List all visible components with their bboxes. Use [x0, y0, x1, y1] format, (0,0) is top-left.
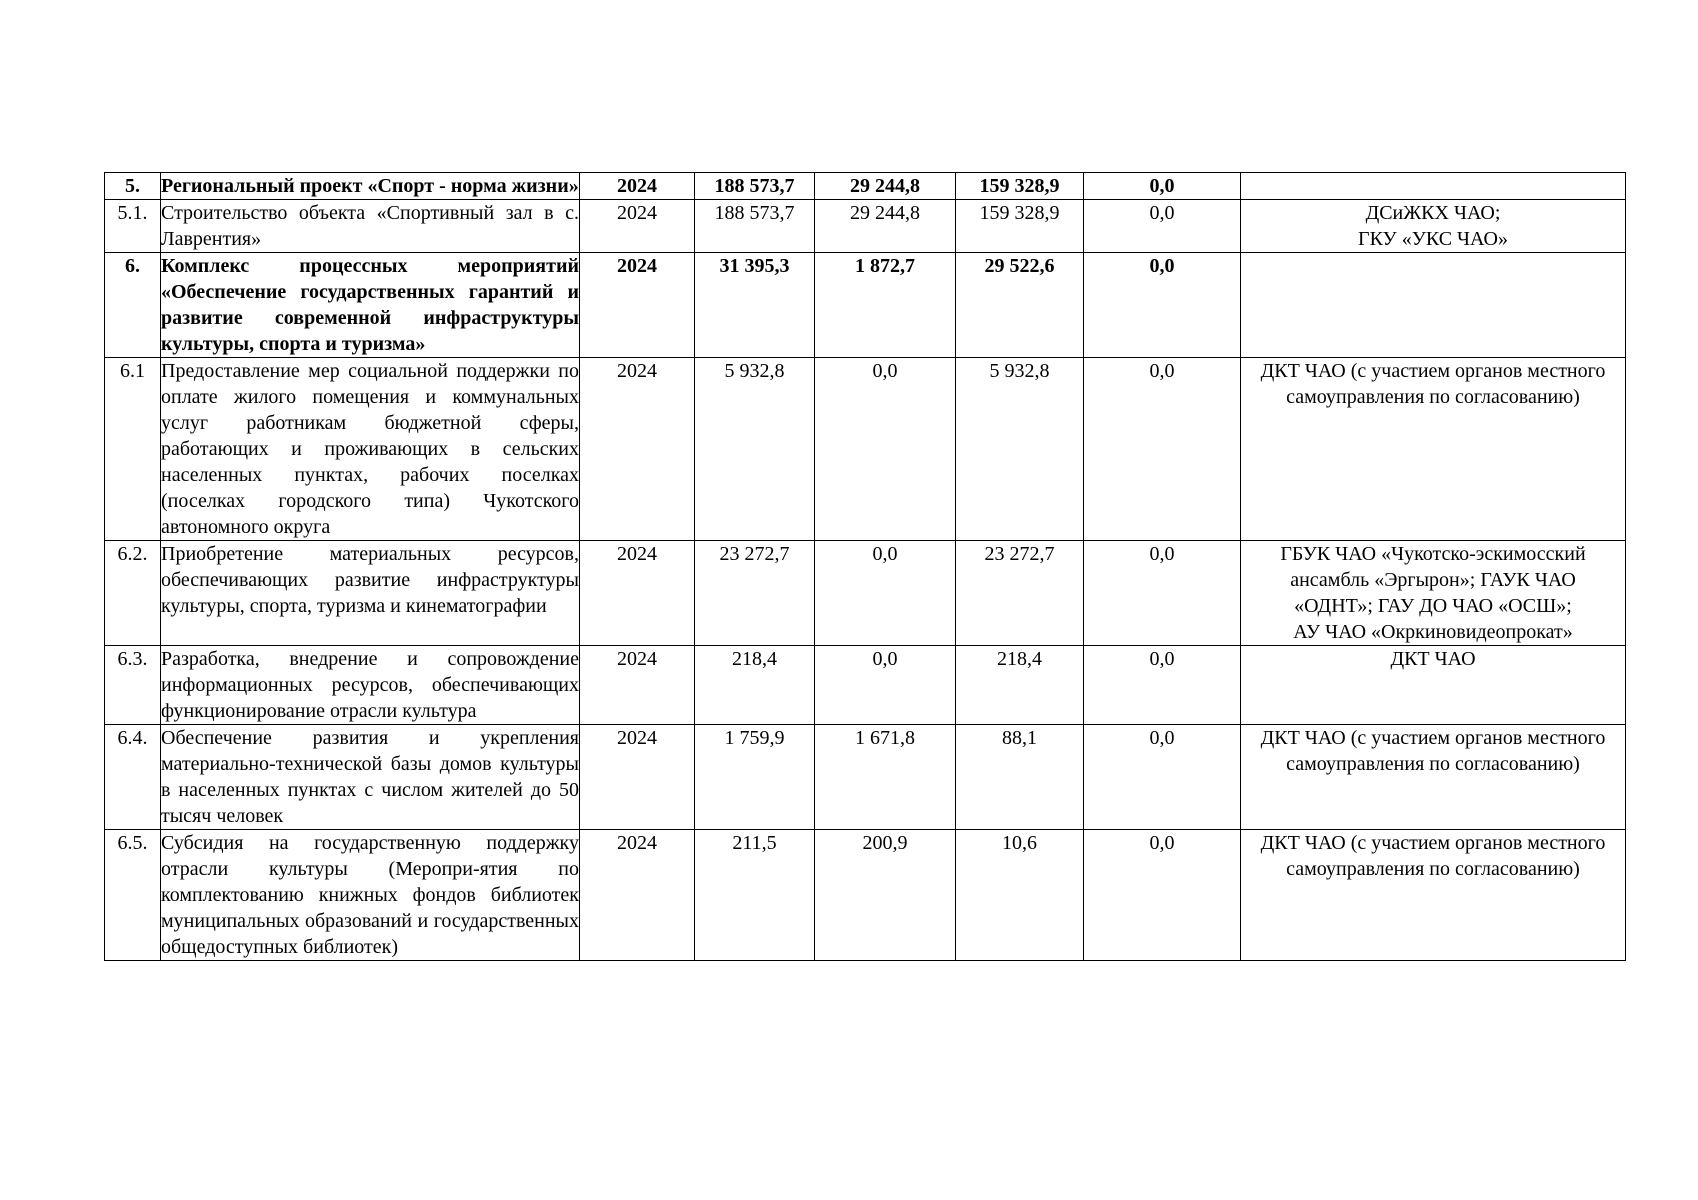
table-row	[105, 358, 1626, 541]
row-federal-budget: 0,0	[815, 358, 956, 541]
executor-line: ГКУ «УКС ЧАО»	[1358, 228, 1508, 250]
executor-line: ДКТ ЧАО (с участием органов местного	[1260, 832, 1606, 854]
row-number: 6.	[105, 253, 161, 358]
row-year: 2024	[580, 541, 695, 646]
row-federal-budget: 0,0	[815, 541, 956, 646]
row-number: 5.	[105, 173, 161, 200]
row-regional-budget: 29 522,6	[956, 253, 1084, 358]
row-name: Комплекс процессных мероприятий «Обеспечение государственных гарантий и развитие современной инфраструктуры культуры, спорта и туризма»	[161, 253, 580, 358]
table-row	[105, 646, 1626, 725]
executor-line: ГБУК ЧАО «Чукотско-эскимосский	[1280, 543, 1586, 565]
budget-table	[104, 172, 1626, 961]
row-local-budget: 0,0	[1084, 646, 1241, 725]
row-year: 2024	[580, 200, 695, 253]
row-name: Субсидия на государственную поддержку отрасли культуры (Меропри-ятия по комплектованию книжных фондов библиотек муниципальных образований и государственных общедоступных библиотек)	[161, 830, 580, 961]
row-executor	[1241, 253, 1626, 358]
row-year: 2024	[580, 173, 695, 200]
row-total: 188 573,7	[695, 200, 815, 253]
row-local-budget: 0,0	[1084, 173, 1241, 200]
executor-line: ДКТ ЧАО	[1390, 648, 1476, 670]
executor-line: самоуправления по согласованию)	[1286, 386, 1580, 408]
row-year: 2024	[580, 358, 695, 541]
row-year: 2024	[580, 830, 695, 961]
row-name: Строительство объекта «Спортивный зал в с. Лаврентия»	[161, 200, 580, 253]
row-total: 188 573,7	[695, 173, 815, 200]
executor-line: «ОДНТ»; ГАУ ДО ЧАО «ОСШ»;	[1294, 595, 1572, 617]
executor-line: ДКТ ЧАО (с участием органов местного	[1260, 727, 1606, 749]
row-year: 2024	[580, 646, 695, 725]
row-year: 2024	[580, 253, 695, 358]
row-name: Региональный проект «Спорт - норма жизни»	[161, 173, 580, 200]
row-year: 2024	[580, 725, 695, 830]
row-regional-budget: 10,6	[956, 830, 1084, 961]
row-local-budget: 0,0	[1084, 253, 1241, 358]
row-federal-budget: 29 244,8	[815, 200, 956, 253]
table-row	[105, 200, 1626, 253]
executor-line: ансамбль «Эргырон»; ГАУК ЧАО	[1290, 569, 1576, 591]
row-number: 6.2.	[105, 541, 161, 646]
executor-line: самоуправления по согласованию)	[1286, 858, 1580, 880]
row-number: 5.1.	[105, 200, 161, 253]
executor-line: АУ ЧАО «Окркиновидеопрокат»	[1293, 621, 1573, 643]
table-row	[105, 173, 1626, 200]
row-executor	[1241, 358, 1626, 541]
row-number: 6.3.	[105, 646, 161, 725]
row-total: 1 759,9	[695, 725, 815, 830]
executor-line: самоуправления по согласованию)	[1286, 753, 1580, 775]
row-total: 5 932,8	[695, 358, 815, 541]
row-number: 6.5.	[105, 830, 161, 961]
row-federal-budget: 1 671,8	[815, 725, 956, 830]
table-row	[105, 253, 1626, 358]
row-local-budget: 0,0	[1084, 725, 1241, 830]
row-federal-budget: 0,0	[815, 646, 956, 725]
row-number: 6.1	[105, 358, 161, 541]
row-federal-budget: 29 244,8	[815, 173, 956, 200]
row-executor	[1241, 173, 1626, 200]
row-regional-budget: 23 272,7	[956, 541, 1084, 646]
row-name: Разработка, внедрение и сопровождение информационных ресурсов, обеспечивающих функционирование отрасли культура	[161, 646, 580, 725]
row-local-budget: 0,0	[1084, 200, 1241, 253]
table-body	[105, 173, 1626, 961]
row-local-budget: 0,0	[1084, 830, 1241, 961]
table-row	[105, 830, 1626, 961]
row-regional-budget: 159 328,9	[956, 200, 1084, 253]
row-executor	[1241, 541, 1626, 646]
row-total: 31 395,3	[695, 253, 815, 358]
executor-line: ДСиЖКХ ЧАО;	[1365, 202, 1501, 224]
row-regional-budget: 5 932,8	[956, 358, 1084, 541]
table-row	[105, 541, 1626, 646]
row-executor	[1241, 830, 1626, 961]
row-federal-budget: 1 872,7	[815, 253, 956, 358]
row-total: 218,4	[695, 646, 815, 725]
row-number: 6.4.	[105, 725, 161, 830]
row-executor	[1241, 200, 1626, 253]
row-local-budget: 0,0	[1084, 541, 1241, 646]
row-regional-budget: 159 328,9	[956, 173, 1084, 200]
row-executor	[1241, 725, 1626, 830]
row-total: 23 272,7	[695, 541, 815, 646]
row-name: Обеспечение развития и укрепления материально-технической базы домов культуры в населенных пунктах с числом жителей до 50 тысяч человек	[161, 725, 580, 830]
row-total: 211,5	[695, 830, 815, 961]
row-executor	[1241, 646, 1626, 725]
executor-line: ДКТ ЧАО (с участием органов местного	[1260, 360, 1606, 382]
row-name: Предоставление мер социальной поддержки по оплате жилого помещения и коммунальных услуг работникам бюджетной сферы, работающих и проживающих в сельских населенных пунктах, рабочих поселках (поселках городского типа) Чукотского автономного округа	[161, 358, 580, 541]
row-local-budget: 0,0	[1084, 358, 1241, 541]
row-regional-budget: 218,4	[956, 646, 1084, 725]
row-federal-budget: 200,9	[815, 830, 956, 961]
table-row	[105, 725, 1626, 830]
row-name: Приобретение материальных ресурсов, обеспечивающих развитие инфраструктуры культуры, спорта, туризма и кинематографии	[161, 541, 580, 646]
row-regional-budget: 88,1	[956, 725, 1084, 830]
